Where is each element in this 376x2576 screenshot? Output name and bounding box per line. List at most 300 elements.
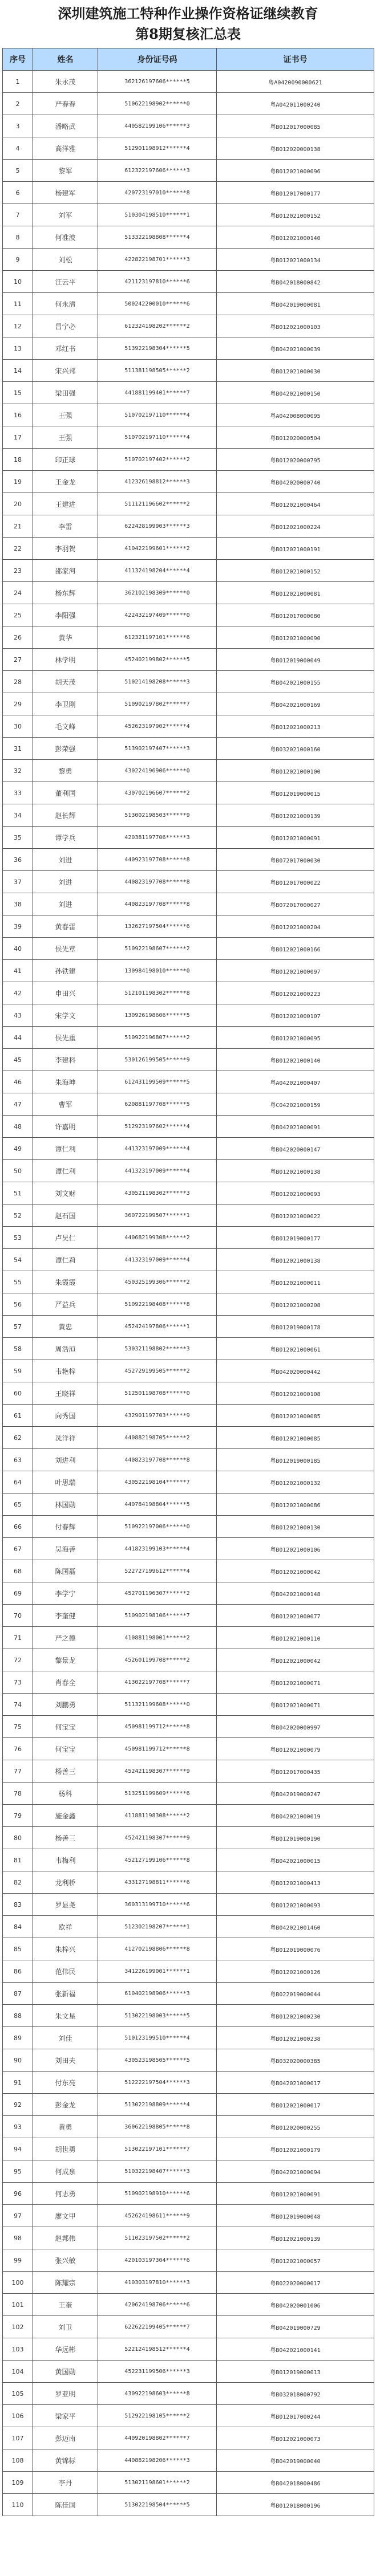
cell-index: 63: [3, 1449, 33, 1471]
table-row: [3, 71, 374, 93]
cell-index: 77: [3, 1760, 33, 1783]
cell-index: 73: [3, 1671, 33, 1694]
cell-name: 张兴敏: [33, 2249, 98, 2272]
table-row: [3, 1405, 374, 1427]
cell-name: 何成泉: [33, 2160, 98, 2183]
cell-name: 韦艳梓: [33, 1360, 98, 1382]
cell-index: 46: [3, 1071, 33, 1093]
cell-certificate-number: 粤B012021000138: [217, 1160, 374, 1182]
cell-id-number: 622622199405******7: [98, 2316, 217, 2338]
cell-id-number: 412702198806******8: [98, 1938, 217, 1960]
cell-id-number: 522124198512******4: [98, 2338, 217, 2361]
table-row: [3, 1449, 374, 1471]
cell-index: 33: [3, 782, 33, 804]
table-row: [3, 1382, 374, 1405]
table-row: [3, 1049, 374, 1071]
table-row: [3, 1983, 374, 2005]
cell-certificate-number: 粤A042021000407: [217, 1071, 374, 1093]
cell-index: 34: [3, 804, 33, 827]
cell-name: 邓红书: [33, 337, 98, 360]
table-row: [3, 271, 374, 293]
cell-name: 李奎健: [33, 1605, 98, 1627]
cell-certificate-number: 粤B042021000155: [217, 671, 374, 693]
cell-name: 肖春全: [33, 1671, 98, 1694]
cell-certificate-number: 粤B012021000095: [217, 1027, 374, 1049]
cell-certificate-number: 粤A042011000240: [217, 93, 374, 115]
cell-index: 37: [3, 871, 33, 893]
cell-index: 59: [3, 1360, 33, 1382]
table-row: [3, 1071, 374, 1093]
cell-id-number: 410303197810******3: [98, 2272, 217, 2294]
cell-id-number: 510922196807******2: [98, 1027, 217, 1049]
cell-name: 黄勇: [33, 2116, 98, 2138]
cell-index: 97: [3, 2205, 33, 2227]
table-row: [3, 582, 374, 604]
cell-index: 89: [3, 2027, 33, 2049]
header-name: 姓名: [33, 48, 98, 71]
table-row: [3, 1671, 374, 1694]
cell-name: 宋学文: [33, 1004, 98, 1027]
table-row: [3, 1716, 374, 1738]
cell-name: 陈佳国: [33, 2494, 98, 2516]
cell-id-number: 512222197504******3: [98, 2072, 217, 2094]
cell-id-number: 512501198708******0: [98, 1382, 217, 1405]
table-row: [3, 1093, 374, 1116]
cell-id-number: 510702197402******2: [98, 449, 217, 471]
table-row: [3, 1427, 374, 1449]
cell-certificate-number: 粤B022019000044: [217, 1983, 374, 2005]
cell-name: 宋兴邦: [33, 360, 98, 382]
cell-id-number: 513251199609******6: [98, 1783, 217, 1805]
cell-index: 109: [3, 2472, 33, 2494]
cell-certificate-number: 粤B012021000061: [217, 1338, 374, 1360]
cell-id-number: 620881197708******5: [98, 1093, 217, 1116]
table-row: [3, 693, 374, 715]
cell-index: 12: [3, 315, 33, 337]
cell-certificate-number: 粤A0420090000621: [217, 71, 374, 93]
cell-certificate-number: 粤B042021001460: [217, 1916, 374, 1938]
cell-index: 17: [3, 426, 33, 449]
cell-name: 朱海坤: [33, 1071, 98, 1093]
cell-name: 董利国: [33, 782, 98, 804]
cell-certificate-number: 粤B012019000177: [217, 1227, 374, 1249]
table-row: [3, 2316, 374, 2338]
cell-name: 胡天茂: [33, 671, 98, 693]
table-row: [3, 1738, 374, 1760]
cell-name: 昌宁必: [33, 315, 98, 337]
cell-index: 85: [3, 1938, 33, 1960]
cell-index: 1: [3, 71, 33, 93]
cell-index: 5: [3, 160, 33, 182]
cell-name: 华远彬: [33, 2338, 98, 2361]
cell-index: 57: [3, 1316, 33, 1338]
cell-id-number: 132627197504******6: [98, 915, 217, 938]
cell-name: 谭学兵: [33, 827, 98, 849]
table-row: [3, 2049, 374, 2072]
table-row: [3, 1560, 374, 1582]
cell-name: 周浩洹: [33, 1338, 98, 1360]
cell-id-number: 510902198910******6: [98, 2183, 217, 2205]
cell-index: 7: [3, 204, 33, 226]
cell-name: 欧祥: [33, 1916, 98, 1938]
cell-certificate-number: 粤B042021000019: [217, 1805, 374, 1827]
cell-name: 彭荣强: [33, 738, 98, 760]
cell-certificate-number: 粤B012021000139: [217, 2227, 374, 2249]
cell-id-number: 512922198105******2: [98, 2405, 217, 2427]
cell-certificate-number: 粤B012021000011: [217, 1271, 374, 1293]
cell-name: 黎勇: [33, 760, 98, 782]
table-row: [3, 1627, 374, 1649]
cell-name: 黎军: [33, 160, 98, 182]
cell-name: 许嘉明: [33, 1116, 98, 1138]
cell-index: 38: [3, 893, 33, 915]
cell-index: 56: [3, 1293, 33, 1316]
cell-name: 何宝宝: [33, 1716, 98, 1738]
cell-id-number: 450325199306******2: [98, 1271, 217, 1293]
table-row: [3, 1582, 374, 1605]
cell-name: 刘松: [33, 249, 98, 271]
cell-index: 32: [3, 760, 33, 782]
table-row: [3, 871, 374, 893]
cell-name: 李学宁: [33, 1582, 98, 1605]
cell-index: 2: [3, 93, 33, 115]
cell-id-number: 612431199509******5: [98, 1071, 217, 1093]
cell-name: 付东亮: [33, 2072, 98, 2094]
cell-certificate-number: 粤B012021000191: [217, 538, 374, 560]
cell-certificate-number: 粤B012021000238: [217, 2027, 374, 2049]
table-row: [3, 1694, 374, 1716]
table-row: [3, 226, 374, 249]
cell-index: 3: [3, 115, 33, 137]
cell-certificate-number: 粤B012021000134: [217, 249, 374, 271]
cell-id-number: 513022198504******5: [98, 2494, 217, 2516]
cell-id-number: 511381198505******2: [98, 360, 217, 382]
cell-certificate-number: 粤B072017000030: [217, 849, 374, 871]
cell-id-number: 362126197606******5: [98, 71, 217, 93]
cell-certificate-number: 粤B012021000093: [217, 1182, 374, 1204]
cell-certificate-number: 粤B012018000196: [217, 2494, 374, 2516]
table-row: [3, 1360, 374, 1382]
cell-id-number: 512302198207******1: [98, 1916, 217, 1938]
cell-name: 朱霞霞: [33, 1271, 98, 1293]
table-row: [3, 2027, 374, 2049]
table-row: [3, 204, 374, 226]
cell-id-number: 512923197602******4: [98, 1116, 217, 1138]
table-row: [3, 1805, 374, 1827]
cell-index: 71: [3, 1627, 33, 1649]
cell-name: 黄锦标: [33, 2449, 98, 2472]
cell-name: 谭仁莉: [33, 1249, 98, 1271]
table-row: [3, 137, 374, 160]
table-row: [3, 315, 374, 337]
cell-name: 陈耀宗: [33, 2272, 98, 2294]
cell-id-number: 410881198001******2: [98, 1627, 217, 1649]
cell-id-number: 510922198408******8: [98, 1293, 217, 1316]
cell-index: 18: [3, 449, 33, 471]
cell-id-number: 512901198912******4: [98, 137, 217, 160]
cell-name: 赵石国: [33, 1204, 98, 1227]
cell-index: 103: [3, 2338, 33, 2361]
cell-id-number: 510322198407******3: [98, 2160, 217, 2183]
cell-index: 53: [3, 1227, 33, 1249]
cell-id-number: 510123199510******4: [98, 2027, 217, 2049]
cell-name: 何宝宝: [33, 1738, 98, 1760]
cell-certificate-number: 粤B012021000030: [217, 360, 374, 382]
cell-name: 施金鑫: [33, 1805, 98, 1827]
cell-certificate-number: 粤B012017000177: [217, 182, 374, 204]
cell-index: 49: [3, 1138, 33, 1160]
cell-index: 96: [3, 2183, 33, 2205]
cell-id-number: 513021198601******2: [98, 2472, 217, 2494]
table-row: [3, 1249, 374, 1271]
cell-id-number: 512101198302******8: [98, 982, 217, 1004]
cell-id-number: 420723197010******8: [98, 182, 217, 204]
cell-certificate-number: 粤B012021000022: [217, 1204, 374, 1227]
cell-certificate-number: 粤B012021000042: [217, 1560, 374, 1582]
cell-name: 李雷: [33, 515, 98, 538]
cell-id-number: 410422199601******2: [98, 538, 217, 560]
table-row: [3, 960, 374, 982]
table-row: [3, 2361, 374, 2383]
cell-index: 47: [3, 1093, 33, 1116]
cell-certificate-number: 粤B012021000091: [217, 827, 374, 849]
table-row: [3, 1894, 374, 1916]
cell-index: 8: [3, 226, 33, 249]
table-row: [3, 1004, 374, 1027]
cell-id-number: 612324198202******2: [98, 315, 217, 337]
cell-id-number: 452127199106******8: [98, 1849, 217, 1871]
cell-index: 102: [3, 2316, 33, 2338]
cell-id-number: 440920198802******7: [98, 2427, 217, 2449]
cell-index: 50: [3, 1160, 33, 1182]
cell-name: 李丹: [33, 2472, 98, 2494]
cell-index: 95: [3, 2160, 33, 2183]
cell-certificate-number: 粤B012019000076: [217, 1938, 374, 1960]
table-row: [3, 337, 374, 360]
cell-index: 100: [3, 2272, 33, 2294]
cell-id-number: 441823199103******4: [98, 1538, 217, 1560]
cell-id-number: 441881199401******7: [98, 382, 217, 404]
cell-index: 23: [3, 560, 33, 582]
table-row: [3, 160, 374, 182]
table-row: [3, 1849, 374, 1871]
cell-certificate-number: 粤B042020000997: [217, 1716, 374, 1738]
cell-name: 曹军: [33, 1093, 98, 1116]
cell-index: 78: [3, 1783, 33, 1805]
cell-certificate-number: 粤B042021000094: [217, 2160, 374, 2183]
cell-id-number: 360722199507******1: [98, 1204, 217, 1227]
cell-certificate-number: 粤B012021000179: [217, 2138, 374, 2160]
cell-index: 44: [3, 1027, 33, 1049]
cell-index: 104: [3, 2361, 33, 2383]
table-row: [3, 360, 374, 382]
cell-name: 梁田强: [33, 382, 98, 404]
cell-id-number: 440784198804******5: [98, 1493, 217, 1516]
cell-certificate-number: 粤B012019000015: [217, 782, 374, 804]
cell-id-number: 440823197708******8: [98, 893, 217, 915]
cell-certificate-number: 粤B012021000106: [217, 1538, 374, 1560]
cell-certificate-number: 粤B012021000140: [217, 226, 374, 249]
cell-index: 55: [3, 1271, 33, 1293]
cell-index: 66: [3, 1516, 33, 1538]
table-row: [3, 1293, 374, 1316]
cell-certificate-number: 粤B012021000213: [217, 715, 374, 738]
cell-index: 22: [3, 538, 33, 560]
cell-name: 严益兵: [33, 1293, 98, 1316]
cell-index: 75: [3, 1716, 33, 1738]
cell-name: 杨科: [33, 1783, 98, 1805]
table-row: [3, 2227, 374, 2249]
table-row: [3, 1938, 374, 1960]
cell-name: 毛文峰: [33, 715, 98, 738]
table-row: [3, 1471, 374, 1493]
cell-index: 25: [3, 604, 33, 626]
table-row: [3, 2205, 374, 2227]
cell-name: 黄春雷: [33, 915, 98, 938]
table-row: [3, 760, 374, 782]
cell-index: 16: [3, 404, 33, 426]
cell-certificate-number: 粤B012021000223: [217, 982, 374, 1004]
cell-index: 106: [3, 2405, 33, 2427]
cell-index: 35: [3, 827, 33, 849]
cell-certificate-number: 粤B012021000086: [217, 1493, 374, 1516]
cell-id-number: 430702196607******2: [98, 782, 217, 804]
cell-index: 60: [3, 1382, 33, 1405]
cell-index: 19: [3, 471, 33, 493]
cell-name: 赵长辉: [33, 804, 98, 827]
cell-name: 黄忠: [33, 1316, 98, 1338]
cell-id-number: 500242200010******6: [98, 293, 217, 315]
cell-id-number: 420624198706******6: [98, 2294, 217, 2316]
cell-index: 4: [3, 137, 33, 160]
cell-name: 潘略武: [33, 115, 98, 137]
cell-index: 21: [3, 515, 33, 538]
table-row: [3, 782, 374, 804]
cell-name: 孙铁建: [33, 960, 98, 982]
cell-certificate-number: 粤B012021000208: [217, 1293, 374, 1316]
table-row: [3, 404, 374, 426]
cell-certificate-number: 粤B012021000096: [217, 160, 374, 182]
cell-name: 刘进利: [33, 1449, 98, 1471]
cell-id-number: 440682199308******2: [98, 1227, 217, 1249]
cell-index: 67: [3, 1538, 33, 1560]
table-row: [3, 1760, 374, 1783]
cell-certificate-number: 粤B012021000138: [217, 1249, 374, 1271]
cell-id-number: 530321198802******3: [98, 1338, 217, 1360]
cell-id-number: 411881198308******2: [98, 1805, 217, 1827]
cell-index: 84: [3, 1916, 33, 1938]
cell-name: 杨善三: [33, 1760, 98, 1783]
cell-certificate-number: 粤B012021000107: [217, 1004, 374, 1027]
cell-id-number: 422432197409******0: [98, 604, 217, 626]
cell-index: 13: [3, 337, 33, 360]
table-header-row: [3, 48, 374, 71]
cell-certificate-number: 粤B012021000139: [217, 804, 374, 827]
cell-certificate-number: 粤B012021000085: [217, 1405, 374, 1427]
table-row: [3, 1116, 374, 1138]
cell-id-number: 420381197706******3: [98, 827, 217, 849]
cell-id-number: 452421198307******9: [98, 1760, 217, 1783]
cell-id-number: 360313199710******6: [98, 1894, 217, 1916]
table-body: [3, 71, 374, 2516]
cell-certificate-number: 粤B012021000204: [217, 915, 374, 938]
cell-name: 陈国磊: [33, 1560, 98, 1582]
table-row: [3, 493, 374, 515]
table-row: [3, 1138, 374, 1160]
table-row: [3, 915, 374, 938]
cell-name: 王强: [33, 426, 98, 449]
cell-name: 严春春: [33, 93, 98, 115]
cell-index: 99: [3, 2249, 33, 2272]
cell-id-number: 413022197708******7: [98, 1671, 217, 1694]
cell-id-number: 513322198808******4: [98, 226, 217, 249]
table-row: [3, 626, 374, 649]
cell-name: 朱永茂: [33, 71, 98, 93]
cell-certificate-number: 粤B012021000071: [217, 1694, 374, 1716]
cell-certificate-number: 粤B012021000081: [217, 582, 374, 604]
cell-name: 何永清: [33, 293, 98, 315]
cell-index: 87: [3, 1983, 33, 2005]
cell-name: 邵家河: [33, 560, 98, 582]
table-row: [3, 2094, 374, 2116]
cell-name: 罗显尧: [33, 1894, 98, 1916]
cell-id-number: 513022198809******4: [98, 2094, 217, 2116]
table-row: [3, 1649, 374, 1671]
table-row: [3, 382, 374, 404]
cell-certificate-number: 粤B042020000147: [217, 1138, 374, 1160]
cell-id-number: 412326198812******3: [98, 471, 217, 493]
cell-index: 41: [3, 960, 33, 982]
cell-id-number: 513002198503******9: [98, 804, 217, 827]
cell-index: 36: [3, 849, 33, 871]
cell-index: 51: [3, 1182, 33, 1204]
cell-certificate-number: 粤B032018000792: [217, 2383, 374, 2405]
cell-certificate-number: 粤B012021000152: [217, 560, 374, 582]
cell-certificate-number: 粤B012021000017: [217, 2094, 374, 2116]
table-row: [3, 738, 374, 760]
cell-name: 向秀国: [33, 1405, 98, 1427]
cell-id-number: 430521198302******3: [98, 1182, 217, 1204]
cell-name: 申田兴: [33, 982, 98, 1004]
cell-name: 罗亚明: [33, 2383, 98, 2405]
cell-index: 105: [3, 2383, 33, 2405]
header-certificate-number: 证书号: [217, 48, 374, 71]
cell-certificate-number: 粤B012019000190: [217, 1827, 374, 1849]
cell-certificate-number: 粤B012021000091: [217, 2183, 374, 2205]
table-row: [3, 1827, 374, 1849]
cell-certificate-number: 粤B012021000140: [217, 1049, 374, 1071]
cell-name: 赵邦伟: [33, 2227, 98, 2249]
cell-index: 94: [3, 2138, 33, 2160]
cell-name: 侯先重: [33, 1027, 98, 1049]
cell-certificate-number: 粤B012017000022: [217, 871, 374, 893]
table-row: [3, 1916, 374, 1938]
cell-name: 韦梅利: [33, 1849, 98, 1871]
cell-id-number: 511321199608******0: [98, 1694, 217, 1716]
cell-id-number: 510702197110******4: [98, 426, 217, 449]
cell-id-number: 430523198505******5: [98, 2049, 217, 2072]
cell-name: 朱梓兴: [33, 1938, 98, 1960]
cell-certificate-number: 粤B012021000093: [217, 1894, 374, 1916]
cell-certificate-number: 粤B012021000230: [217, 2005, 374, 2027]
cell-certificate-number: 粤B042021000039: [217, 337, 374, 360]
cell-name: 刘佳: [33, 2027, 98, 2049]
cell-index: 28: [3, 671, 33, 693]
cell-index: 90: [3, 2049, 33, 2072]
table-row: [3, 893, 374, 915]
cell-name: 冼洋祥: [33, 1427, 98, 1449]
cell-id-number: 362102198309******0: [98, 582, 217, 604]
